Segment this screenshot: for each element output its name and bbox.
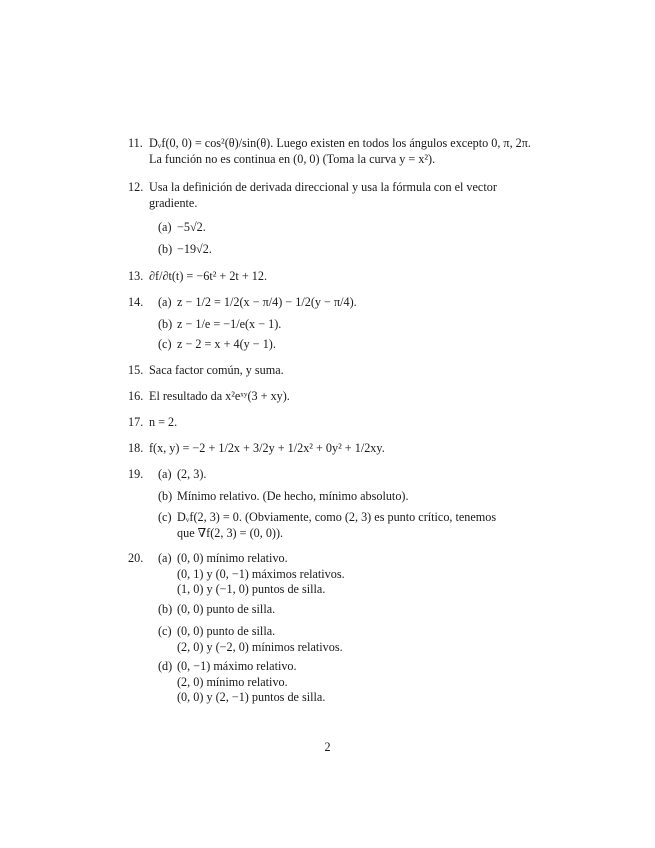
item-text	[149, 415, 544, 431]
text-line: ∂f/∂t(t) = −6t² + 2t + 12.	[149, 269, 268, 283]
sub-text: z − 2 = x + 4(y − 1).	[177, 337, 276, 351]
item-text	[149, 269, 544, 285]
item-number: 14.	[128, 295, 144, 309]
item-text	[149, 180, 544, 211]
text-line: (2, 0) mínimo relativo.	[177, 674, 288, 689]
item-text	[149, 136, 544, 167]
text-line: f(x, y) = −2 + 1/2x + 3/2y + 1/2x² + 0y² + 1/2xy.	[149, 441, 385, 455]
item-number: 15.	[128, 363, 144, 377]
item-number: 19.	[128, 467, 144, 481]
sub-label: (b)	[158, 242, 173, 256]
sub-label: (c)	[158, 337, 172, 351]
sub-text: (2, 3).	[177, 467, 207, 481]
text-line: La función no es continua en (0, 0) (Toma la curva y = x²).	[149, 151, 436, 166]
sub-label: (b)	[158, 317, 173, 331]
sub-label: (a)	[158, 295, 172, 309]
text-line: El resultado da x²eˣʸ(3 + xy).	[149, 389, 290, 403]
text-line: (2, 0) y (−2, 0) mínimos relativos.	[177, 639, 343, 654]
item-number: 13.	[128, 269, 144, 283]
text-line: (1, 0) y (−1, 0) puntos de silla.	[177, 582, 326, 596]
page-number: 2	[324, 740, 331, 754]
sub-text: z − 1/e = −1/e(x − 1).	[177, 317, 282, 331]
sub-text: z − 1/2 = 1/2(x − π/4) − 1/2(y − π/4).	[177, 295, 357, 309]
item-number: 18.	[128, 441, 144, 455]
sub-label: (b)	[158, 489, 173, 503]
text-line: gradiente.	[149, 195, 198, 210]
sub-text	[177, 659, 542, 706]
item-text	[149, 389, 544, 405]
text-line: (0, −1) máximo relativo.	[177, 659, 297, 673]
sub-text	[177, 624, 542, 655]
sub-text: (0, 0) punto de silla.	[177, 602, 276, 616]
text-line: (0, 0) mínimo relativo.	[177, 551, 288, 565]
item-number: 20.	[128, 551, 144, 565]
sub-text	[177, 551, 542, 598]
sub-text: Mínimo relativo. (De hecho, mínimo absoluto).	[177, 489, 409, 503]
sub-label: (a)	[158, 220, 172, 234]
sub-text: −5√2.	[177, 220, 206, 234]
sub-label: (a)	[158, 551, 172, 565]
text-line: (0, 0) punto de silla.	[177, 624, 276, 638]
item-text	[149, 441, 544, 457]
item-number: 12.	[128, 180, 144, 194]
sub-text	[177, 510, 542, 541]
sub-text: −19√2.	[177, 242, 212, 256]
item-text	[149, 363, 544, 379]
item-number: 17.	[128, 415, 144, 429]
item-number: 16.	[128, 389, 144, 403]
sub-label: (c)	[158, 624, 172, 638]
sub-label: (b)	[158, 602, 173, 616]
sub-label: (a)	[158, 467, 172, 481]
sub-label: (c)	[158, 510, 172, 524]
text-line: n = 2.	[149, 415, 178, 429]
text-line: (0, 1) y (0, −1) máximos relativos.	[177, 566, 345, 581]
text-line: Dᵥf(2, 3) = 0. (Obviamente, como (2, 3) es punto crítico, tenemos	[177, 510, 497, 524]
text-line: Dᵥf(0, 0) = cos²(θ)/sin(θ). Luego existen en todos los ángulos excepto 0, π, 2π.	[149, 136, 531, 150]
text-line: Usa la definición de derivada direccional y usa la fórmula con el vector	[149, 180, 497, 194]
sub-label: (d)	[158, 659, 173, 673]
item-number: 11.	[128, 136, 143, 150]
text-line: Saca factor común, y suma.	[149, 363, 284, 377]
text-line: que ∇f(2, 3) = (0, 0)).	[177, 525, 284, 540]
text-line: (0, 0) y (2, −1) puntos de silla.	[177, 690, 326, 704]
